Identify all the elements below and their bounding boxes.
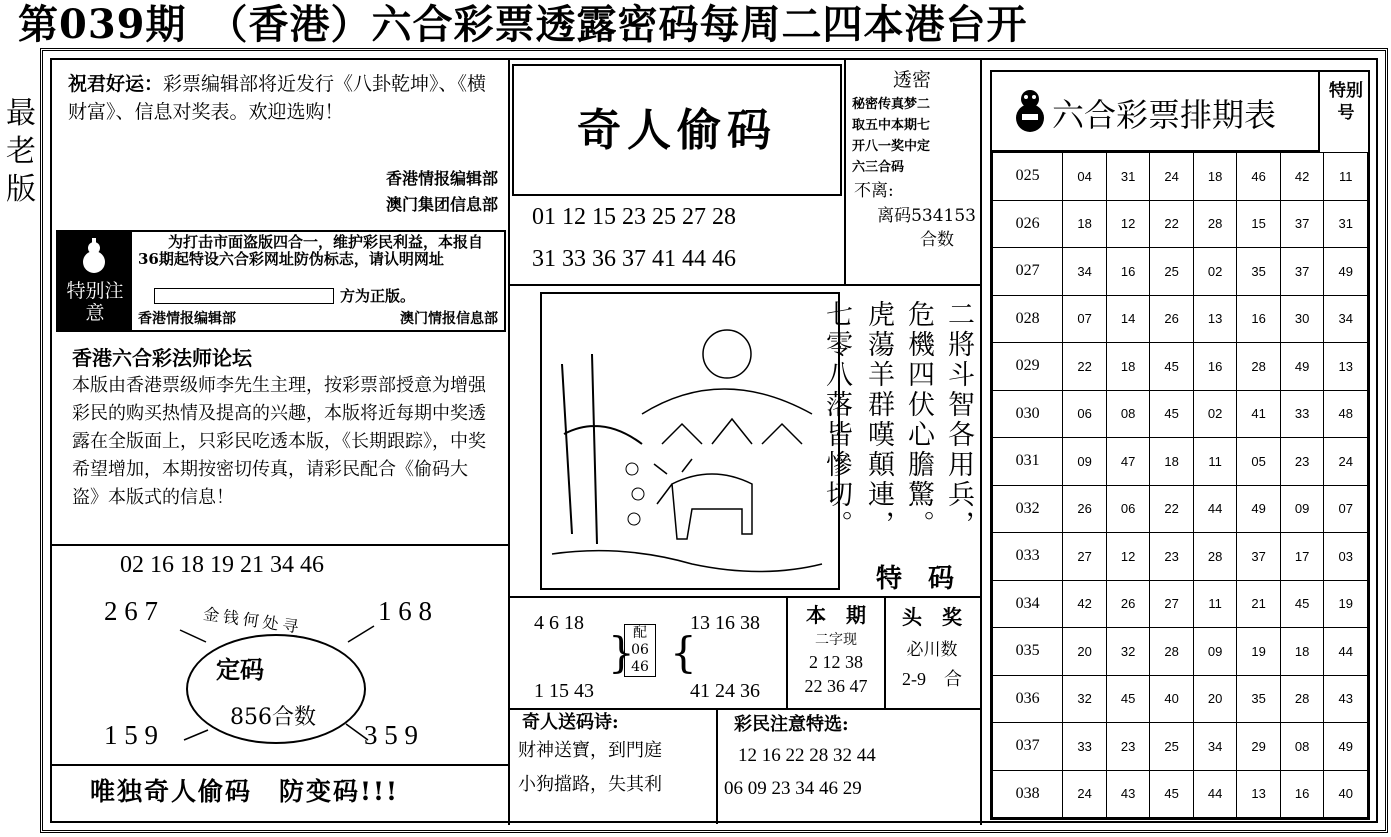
schedule-number: 19	[1237, 628, 1281, 676]
toujiang-panel	[886, 600, 978, 706]
money-diagram	[58, 590, 504, 760]
schedule-row	[993, 485, 1368, 533]
schedule-number: 34	[1193, 723, 1237, 771]
notice-label: 特别注意	[66, 280, 124, 324]
schedule-number: 45	[1106, 675, 1150, 723]
schedule-number: 18	[1106, 343, 1150, 391]
luck-sign-2: 澳门集团信息部	[385, 195, 498, 214]
schedule-number: 18	[1193, 153, 1237, 201]
page-title: 第039期 （香港）六合彩票透露密码每周二四本港台开	[18, 1, 1028, 48]
schedule-number: 15	[1237, 200, 1281, 248]
divider	[980, 60, 982, 825]
money-arrows	[58, 590, 504, 760]
schedule-number: 45	[1150, 343, 1194, 391]
schedule-number: 35	[1237, 248, 1281, 296]
brace-left: }	[608, 628, 635, 677]
gourd-icon	[76, 238, 112, 274]
schedule-number: 22	[1150, 200, 1194, 248]
secret-panel	[844, 60, 978, 284]
benqi-sub: 二字现	[815, 632, 857, 648]
schedule-special-number: 07	[1324, 485, 1368, 533]
caimin-l1: 12 16 22 28 32 44	[738, 745, 876, 766]
schedule-number: 31	[1106, 153, 1150, 201]
qiren-title-box	[512, 64, 842, 196]
schedule-number: 11	[1193, 580, 1237, 628]
secret-line-2: 取五中本期七	[852, 118, 931, 133]
left-numbers: 02 16 18 19 21 34 46	[120, 552, 324, 578]
illustration	[540, 292, 840, 590]
poem-col-4: 七零八落皆慘切。	[821, 300, 852, 540]
forum-heading: 香港六合彩法师论坛	[72, 346, 252, 370]
benqi-l1: 2 12 38	[809, 652, 863, 672]
schedule-number: 09	[1280, 485, 1324, 533]
schedule-number: 02	[1193, 248, 1237, 296]
pair-panel	[512, 600, 786, 706]
money-arc-label: 金钱何处寻	[202, 604, 304, 637]
schedule-row	[993, 343, 1368, 391]
schedule-number: 28	[1280, 675, 1324, 723]
schedule-number: 18	[1280, 628, 1324, 676]
tema-label: 特 码	[876, 564, 955, 594]
schedule-number: 49	[1237, 485, 1281, 533]
schedule-number: 28	[1150, 628, 1194, 676]
schedule-issue: 026	[993, 200, 1063, 248]
money-center: 定码	[216, 655, 264, 684]
schedule-number: 37	[1280, 200, 1324, 248]
schedule-number: 26	[1063, 485, 1107, 533]
schedule-number: 02	[1193, 390, 1237, 438]
schedule-issue: 038	[993, 770, 1063, 818]
schedule-number: 16	[1193, 343, 1237, 391]
schedule-special-number: 48	[1324, 390, 1368, 438]
money-br: 3 5 9	[364, 720, 418, 750]
notice-sign-1: 香港情报编辑部	[138, 311, 236, 327]
schedule-number: 06	[1063, 390, 1107, 438]
schedule-number: 32	[1106, 628, 1150, 676]
caimin-panel	[720, 712, 978, 822]
money-tr: 1 6 8	[378, 596, 432, 626]
pair-mid-3: 46	[631, 659, 649, 675]
schedule-table	[992, 152, 1368, 818]
schedule-number: 23	[1150, 533, 1194, 581]
schedule-special-number: 24	[1324, 438, 1368, 486]
schedule-number: 26	[1106, 580, 1150, 628]
notice-panel	[56, 230, 506, 332]
schedule-row	[993, 628, 1368, 676]
benqi-title: 本 期	[806, 603, 866, 627]
schedule-issue: 029	[993, 343, 1063, 391]
schedule-number: 08	[1106, 390, 1150, 438]
schedule-number: 16	[1280, 770, 1324, 818]
notice-sign-2: 澳门情报信息部	[400, 311, 498, 327]
schedule-title-box	[992, 72, 1320, 152]
schedule-number: 18	[1063, 200, 1107, 248]
schedule-number: 32	[1063, 675, 1107, 723]
schedule-number: 27	[1150, 580, 1194, 628]
schedule-panel	[990, 70, 1370, 820]
schedule-number: 21	[1237, 580, 1281, 628]
schedule-number: 33	[1280, 390, 1324, 438]
qiren-row-1: 01 12 15 23 25 27 28	[532, 204, 736, 230]
schedule-number: 13	[1237, 770, 1281, 818]
side-label: 最老版	[6, 96, 36, 207]
schedule-special-number: 40	[1324, 770, 1368, 818]
divider	[716, 710, 718, 824]
schedule-row	[993, 770, 1368, 818]
schedule-special-number: 44	[1324, 628, 1368, 676]
money-sum: 856合数	[230, 705, 316, 730]
pair-mid-box	[624, 624, 656, 677]
qiren-row-2: 31 33 36 37 41 44 46	[532, 246, 736, 272]
poem-columns	[821, 296, 978, 546]
schedule-number: 40	[1150, 675, 1194, 723]
toujiang-val: 2-9 合	[902, 669, 962, 689]
pair-r1: 13 16 38	[690, 612, 760, 634]
schedule-special-number: 34	[1324, 295, 1368, 343]
poem2-title: 奇人送码诗:	[522, 712, 619, 733]
schedule-number: 33	[1063, 723, 1107, 771]
schedule-number: 05	[1237, 438, 1281, 486]
schedule-special-number: 03	[1324, 533, 1368, 581]
schedule-number: 47	[1106, 438, 1150, 486]
schedule-issue: 028	[993, 295, 1063, 343]
schedule-number: 11	[1193, 438, 1237, 486]
schedule-row	[993, 295, 1368, 343]
schedule-issue: 035	[993, 628, 1063, 676]
divider	[508, 708, 980, 710]
divider	[50, 544, 510, 546]
schedule-number: 35	[1237, 675, 1281, 723]
schedule-number: 23	[1106, 723, 1150, 771]
pair-r2: 41 24 36	[690, 680, 760, 702]
schedule-number: 44	[1193, 485, 1237, 533]
secret-buli: 不离:	[854, 181, 894, 201]
schedule-number: 30	[1280, 295, 1324, 343]
schedule-number: 25	[1150, 248, 1194, 296]
notice-label-box	[58, 232, 132, 330]
secret-line-4: 六三合码	[852, 160, 905, 175]
schedule-number: 28	[1193, 200, 1237, 248]
schedule-special-label: 特别号	[1329, 81, 1363, 123]
schedule-issue: 031	[993, 438, 1063, 486]
pair-mid-1: 配	[633, 625, 647, 641]
tree-ox-illustration	[542, 294, 838, 588]
schedule-row	[993, 390, 1368, 438]
schedule-number: 12	[1106, 533, 1150, 581]
luck-panel	[58, 66, 504, 228]
luck-sign-1: 香港情报编辑部	[385, 169, 498, 188]
footer-left: 唯独奇人偷码 防变码!!!	[90, 777, 399, 806]
schedule-special-number: 49	[1324, 723, 1368, 771]
schedule-row	[993, 248, 1368, 296]
money-tl: 2 6 7	[104, 596, 158, 626]
schedule-special-number: 13	[1324, 343, 1368, 391]
schedule-number: 28	[1237, 343, 1281, 391]
schedule-issue: 037	[993, 723, 1063, 771]
schedule-number: 16	[1237, 295, 1281, 343]
poem2-panel	[512, 712, 716, 822]
schedule-number: 18	[1150, 438, 1194, 486]
secret-heshu: 合数	[920, 230, 954, 250]
poem-col-3: 虎蕩羊群嘆顛連，	[863, 300, 894, 540]
schedule-number: 12	[1106, 200, 1150, 248]
schedule-number: 13	[1193, 295, 1237, 343]
notice-body: 为打击市面盗版四合一，维护彩民利益，本报自36期起特设六合彩网址防伪标志，请认明网址	[138, 233, 484, 268]
schedule-special-number: 43	[1324, 675, 1368, 723]
schedule-number: 46	[1237, 153, 1281, 201]
caimin-title: 彩民注意特选:	[734, 714, 849, 735]
benqi-l2: 22 36 47	[804, 676, 868, 696]
schedule-number: 14	[1106, 295, 1150, 343]
poem-col-1: 二將斗智各用兵，	[943, 300, 974, 540]
schedule-number: 29	[1237, 723, 1281, 771]
secret-lima: 离码534153	[877, 206, 976, 226]
schedule-number: 42	[1280, 153, 1324, 201]
schedule-table-wrap	[992, 152, 1368, 818]
schedule-row	[993, 153, 1368, 201]
pair-l1: 4 6 18	[534, 612, 584, 634]
schedule-special-number: 31	[1324, 200, 1368, 248]
schedule-number: 25	[1150, 723, 1194, 771]
schedule-number: 24	[1063, 770, 1107, 818]
schedule-number: 24	[1150, 153, 1194, 201]
money-bl: 1 5 9	[104, 720, 158, 750]
secret-line-1: 秘密传真梦二	[852, 97, 931, 112]
qiren-title: 奇人偷码	[577, 105, 777, 156]
schedule-number: 20	[1193, 675, 1237, 723]
schedule-issue: 033	[993, 533, 1063, 581]
schedule-number: 34	[1063, 248, 1107, 296]
schedule-number: 23	[1280, 438, 1324, 486]
schedule-issue: 030	[993, 390, 1063, 438]
forum-panel	[58, 340, 504, 544]
schedule-issue: 027	[993, 248, 1063, 296]
schedule-issue: 032	[993, 485, 1063, 533]
schedule-row	[993, 438, 1368, 486]
mascot-icon	[1010, 88, 1050, 134]
schedule-number: 09	[1063, 438, 1107, 486]
pair-mid-2: 06	[631, 642, 649, 658]
schedule-number: 37	[1237, 533, 1281, 581]
luck-heading: 祝君好运：	[68, 73, 164, 95]
schedule-number: 08	[1280, 723, 1324, 771]
poem2-l2: 小狗擋路，失其利	[518, 774, 662, 795]
luck-body: 彩票编辑部将近发行《八卦乾坤》、《横财富》、信息对奖表。欢迎选购！	[68, 73, 487, 123]
divider	[508, 284, 980, 286]
divider	[508, 596, 980, 598]
schedule-issue: 034	[993, 580, 1063, 628]
divider	[50, 764, 510, 766]
toujiang-title: 头 奖	[902, 605, 962, 629]
schedule-number: 22	[1150, 485, 1194, 533]
forum-body: 本版由香港票级师李先生主理，按彩票部授意为增强彩民的购买热情及提高的兴趣，本版将近每期中奖透露在全版面上，只彩民吃透本版，《长期跟踪》，中奖希望增加，本期按密切传真，请彩民配合《偷码大盗》本版式的信息！	[72, 375, 486, 508]
schedule-number: 44	[1193, 770, 1237, 818]
divider	[508, 60, 510, 825]
schedule-issue: 036	[993, 675, 1063, 723]
pair-l2: 1 15 43	[534, 680, 594, 702]
schedule-number: 04	[1063, 153, 1107, 201]
toujiang-sub: 必川数	[906, 640, 958, 660]
schedule-number: 45	[1280, 580, 1324, 628]
schedule-row	[993, 533, 1368, 581]
caimin-l2: 06 09 23 34 46 29	[724, 778, 862, 799]
poem-col-2: 危機四伏心膽驚。	[903, 300, 934, 540]
schedule-number: 17	[1280, 533, 1324, 581]
benqi-panel	[788, 600, 884, 706]
schedule-row	[993, 580, 1368, 628]
schedule-number: 16	[1106, 248, 1150, 296]
schedule-number: 45	[1150, 390, 1194, 438]
schedule-number: 09	[1193, 628, 1237, 676]
schedule-number: 45	[1150, 770, 1194, 818]
schedule-row	[993, 200, 1368, 248]
schedule-number: 27	[1063, 533, 1107, 581]
schedule-special-number: 19	[1324, 580, 1368, 628]
url-blank	[154, 288, 334, 304]
schedule-number: 41	[1237, 390, 1281, 438]
schedule-special-number: 49	[1324, 248, 1368, 296]
schedule-number: 28	[1193, 533, 1237, 581]
schedule-title: 六合彩票排期表	[1052, 96, 1277, 134]
schedule-number: 20	[1063, 628, 1107, 676]
schedule-number: 42	[1063, 580, 1107, 628]
brace-right: {	[670, 628, 697, 677]
schedule-number: 49	[1280, 343, 1324, 391]
schedule-issue: 025	[993, 153, 1063, 201]
schedule-number: 06	[1106, 485, 1150, 533]
poem2-l1: 财神送寶，到門庭	[518, 740, 662, 761]
schedule-number: 26	[1150, 295, 1194, 343]
schedule-special-number: 11	[1324, 153, 1368, 201]
schedule-row	[993, 723, 1368, 771]
secret-title: 透密	[892, 69, 931, 91]
schedule-number: 43	[1106, 770, 1150, 818]
schedule-number: 37	[1280, 248, 1324, 296]
schedule-number: 22	[1063, 343, 1107, 391]
notice-suffix: 方为正版。	[340, 287, 416, 305]
schedule-number: 07	[1063, 295, 1107, 343]
schedule-row	[993, 675, 1368, 723]
secret-line-3: 开八一奖中定	[852, 139, 931, 154]
